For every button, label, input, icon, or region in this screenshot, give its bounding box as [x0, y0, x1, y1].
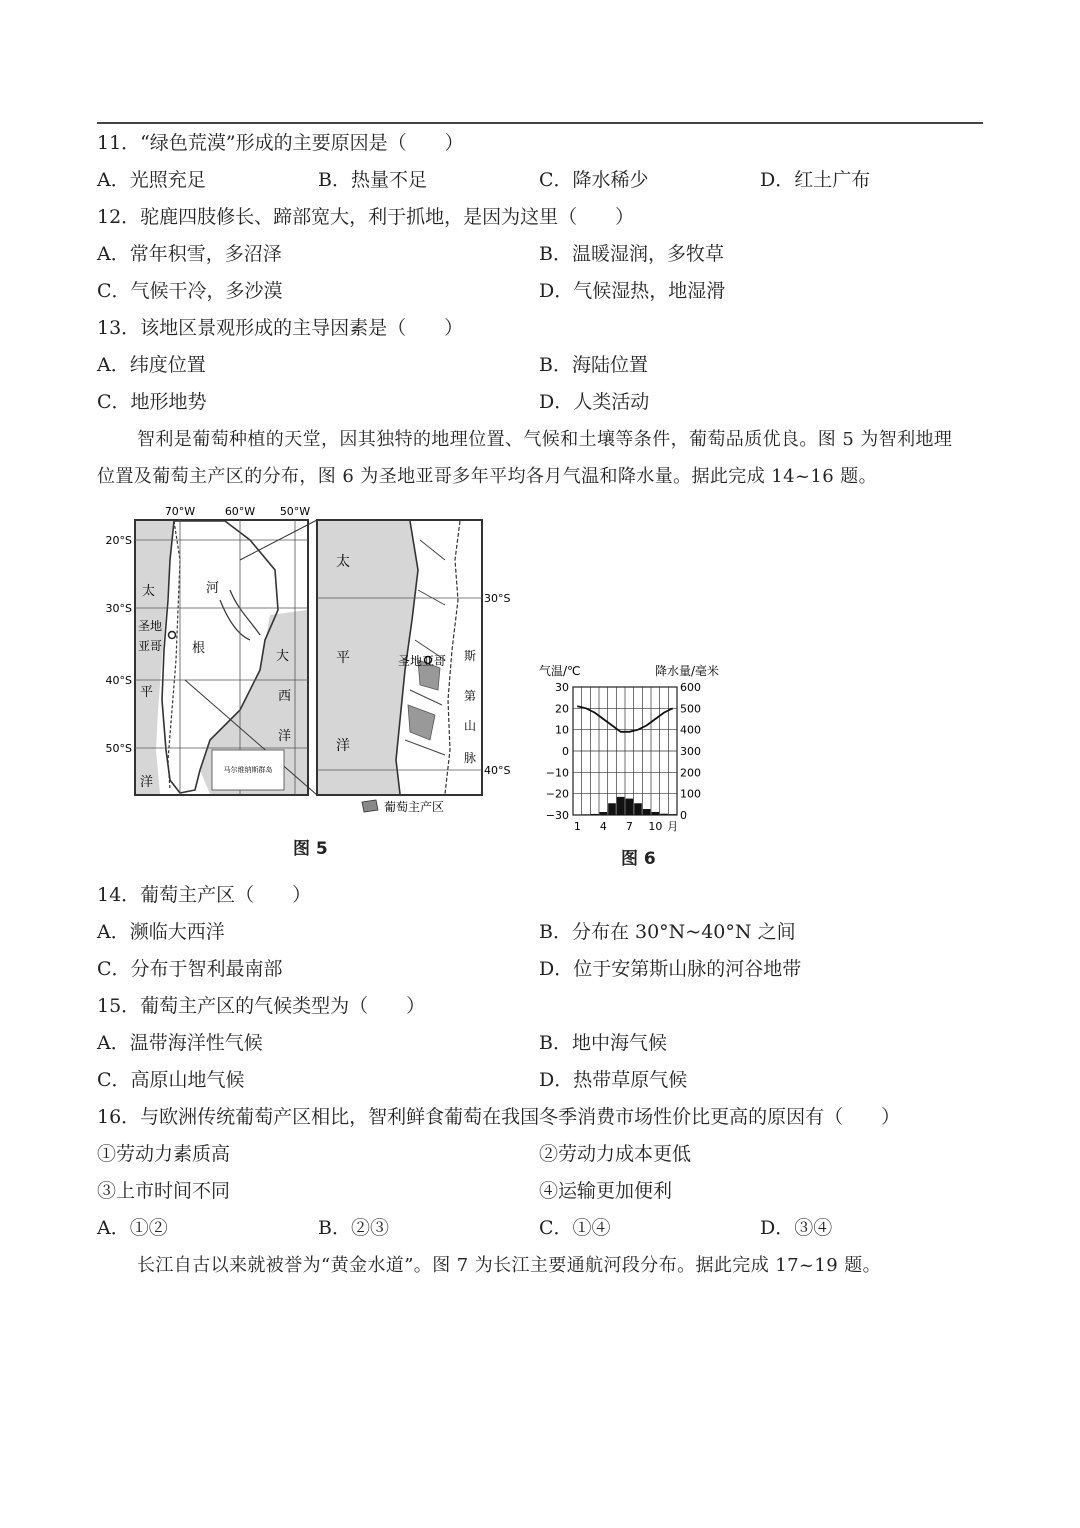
right-label-si: 斯 [464, 649, 477, 663]
precip-tick-label: 200 [680, 766, 701, 780]
precip-tick-label: 0 [680, 809, 687, 822]
intro-paragraph-2: 长江自古以来就被誉为“黄金水道”。图 7 为长江主要通航河段分布。据此完成 17~19 题。 [137, 1255, 882, 1276]
left-label-da: 大 [276, 649, 290, 664]
question-11-stem: 11．“绿色荒漠”形成的主要原因是（ ） [97, 132, 464, 154]
left-label-ping: 平 [140, 685, 154, 700]
month-tick-label: 7 [625, 820, 633, 833]
q16-option-a[interactable]: A．①② [97, 1217, 168, 1239]
precip-bar-5 [608, 803, 616, 815]
q13-option-c[interactable]: C．地形地势 [97, 391, 207, 413]
precip-bar-12 [669, 814, 677, 815]
right-lat-label-40s: 40°S [484, 764, 511, 777]
figure-5-caption: 图 5 [293, 839, 328, 859]
precip-bar-3 [591, 814, 599, 815]
month-tick-label: 10 [648, 820, 663, 833]
q11-option-d[interactable]: D．红土广布 [760, 169, 871, 191]
left-label-yang-right: 洋 [278, 729, 292, 744]
q13-option-d[interactable]: D．人类活动 [539, 391, 650, 413]
q14-option-c[interactable]: C．分布于智利最南部 [97, 958, 283, 980]
left-label-xi: 西 [278, 689, 292, 704]
q15-option-d[interactable]: D．热带草原气候 [539, 1069, 688, 1091]
left-label-tai: 太 [142, 584, 156, 599]
right-label-tai: 太 [336, 554, 350, 570]
lat-label-20s: 20°S [105, 534, 132, 547]
figure-6-climate-chart [535, 655, 740, 835]
q16-statement-4: ④运输更加便利 [539, 1180, 673, 1202]
grape-legend-label: 葡萄主产区 [384, 800, 445, 814]
q16-statement-3: ③上市时间不同 [97, 1180, 231, 1202]
temp-tick-label: −10 [545, 766, 569, 780]
precip-bar-2 [582, 814, 590, 815]
lat-label-30s: 30°S [105, 602, 132, 615]
grape-legend-swatch [362, 800, 378, 812]
precip-bar-4 [600, 812, 608, 815]
precip-tick-label: 100 [680, 787, 701, 801]
q12-option-c[interactable]: C．气候干冷，多沙漠 [97, 280, 283, 302]
q14-option-d[interactable]: D．位于安第斯山脉的河谷地带 [539, 958, 802, 980]
precip-bar-6 [617, 797, 625, 815]
q16-statement-2: ②劳动力成本更低 [539, 1143, 692, 1165]
q15-option-c[interactable]: C．高原山地气候 [97, 1069, 245, 1091]
precip-tick-label: 300 [680, 745, 701, 758]
precip-tick-label: 500 [680, 702, 701, 716]
left-label-he: 河 [206, 581, 220, 596]
precip-axis-title: 降水量/毫米 [655, 664, 720, 678]
precip-bar-11 [660, 814, 668, 815]
header-rule [97, 122, 983, 124]
precip-tick-label: 600 [680, 681, 701, 694]
temp-tick-label: 10 [555, 723, 569, 737]
temp-tick-label: 0 [562, 745, 569, 758]
lon-label-60w: 60°W [224, 505, 256, 518]
intro-paragraph-line-2: 位置及葡萄主产区的分布，图 6 为圣地亚哥多年平均各月气温和降水量。据此完成 14~16 题。 [97, 466, 878, 487]
left-label-santiago-2: 亚哥 [138, 639, 163, 653]
left-label-yang-left: 洋 [140, 775, 154, 790]
intro-paragraph-line-1: 智利是葡萄种植的天堂，因其独特的地理位置、气候和土壤等条件，葡萄品质优良。图 5 为智利地理 [137, 429, 953, 450]
precip-bar-10 [652, 812, 660, 815]
question-16-stem: 16．与欧洲传统葡萄产区相比，智利鲜食葡萄在我国冬季消费市场性价比更高的原因有（ ） [97, 1106, 901, 1128]
temp-axis-title: 气温/℃ [539, 664, 581, 678]
temp-tick-label: −20 [545, 787, 569, 801]
temp-tick-label: 30 [555, 681, 569, 694]
q13-option-b[interactable]: B．海陆位置 [539, 354, 648, 376]
q12-option-d[interactable]: D．气候湿热，地湿滑 [539, 280, 726, 302]
right-label-santiago: 圣地亚哥 [398, 654, 447, 668]
santiago-marker-left [169, 632, 176, 639]
right-label-ping: 平 [336, 650, 350, 666]
left-label-gen: 根 [192, 641, 206, 656]
q16-statement-1: ①劳动力素质高 [97, 1143, 231, 1165]
inset-note: 马尔维纳斯群岛 [223, 766, 273, 774]
question-13-stem: 13．该地区景观形成的主导因素是（ ） [97, 317, 464, 339]
question-12-stem: 12．驼鹿四肢修长、蹄部宽大，利于抓地，是因为这里（ ） [97, 206, 635, 228]
question-14-stem: 14．葡萄主产区（ ） [97, 884, 312, 906]
question-15-stem: 15．葡萄主产区的气候类型为（ ） [97, 995, 426, 1017]
q14-option-a[interactable]: A．濒临大西洋 [97, 921, 225, 943]
figure-5-map [100, 500, 511, 830]
lat-label-50s: 50°S [105, 742, 132, 755]
month-tick-label: 4 [599, 820, 607, 833]
q14-option-b[interactable]: B．分布在 30°N~40°N 之间 [539, 921, 796, 943]
q12-option-a[interactable]: A．常年积雪，多沼泽 [97, 243, 282, 265]
lon-label-50w: 50°W [279, 505, 311, 518]
lat-label-40s: 40°S [105, 674, 132, 687]
lon-label-70w: 70°W [164, 505, 196, 518]
figure-6-caption: 图 6 [621, 849, 656, 869]
right-lat-label-30s: 30°S [484, 592, 511, 605]
month-tick-label: 1 [573, 820, 581, 833]
temp-tick-label: −30 [545, 809, 569, 822]
q11-option-b[interactable]: B．热量不足 [318, 169, 427, 191]
q15-option-a[interactable]: A．温带海洋性气候 [97, 1032, 263, 1054]
temp-tick-label: 20 [555, 702, 569, 716]
month-axis-unit: 月 [667, 820, 679, 833]
precip-bar-9 [643, 809, 651, 815]
q11-option-c[interactable]: C．降水稀少 [539, 169, 649, 191]
q16-option-d[interactable]: D．③④ [760, 1217, 833, 1239]
q15-option-b[interactable]: B．地中海气候 [539, 1032, 667, 1054]
q13-option-a[interactable]: A．纬度位置 [97, 354, 206, 376]
q11-option-a[interactable]: A．光照充足 [97, 169, 206, 191]
precip-bar-7 [626, 799, 634, 815]
right-label-mai: 脉 [464, 751, 477, 765]
left-label-santiago-1: 圣地 [138, 619, 163, 633]
right-label-shan: 山 [464, 719, 477, 733]
right-label-di: 第 [464, 689, 477, 703]
precip-tick-label: 400 [680, 723, 701, 737]
q16-option-c[interactable]: C．①④ [539, 1217, 611, 1239]
q12-option-b[interactable]: B．温暖湿润，多牧草 [539, 243, 724, 265]
q16-option-b[interactable]: B．②③ [318, 1217, 389, 1239]
precip-bar-8 [634, 803, 642, 815]
right-label-yang: 洋 [336, 738, 350, 754]
